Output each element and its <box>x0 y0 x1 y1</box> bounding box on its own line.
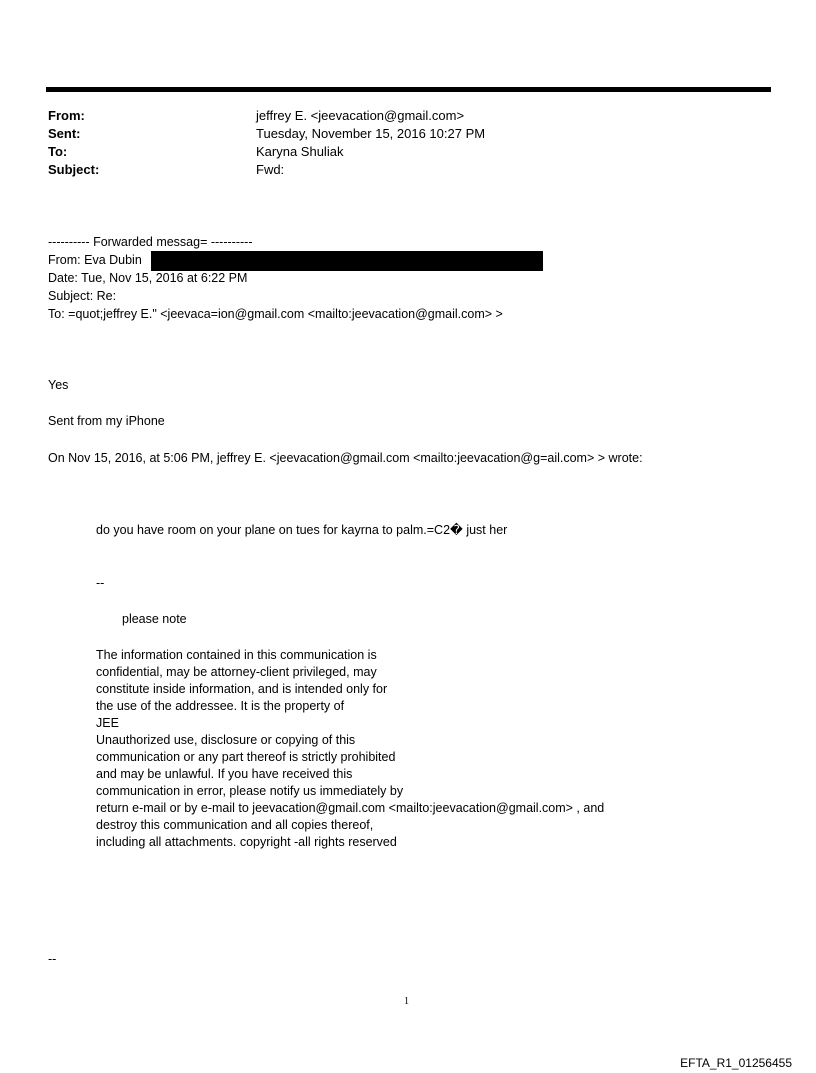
from-value: jeffrey E. <jeevacation@gmail.com> <box>256 108 465 123</box>
subject-label: Subject: <box>48 162 100 177</box>
signature-separator: -- <box>96 576 105 590</box>
forwarded-date: Date: Tue, Nov 15, 2016 at 6:22 PM <box>48 271 248 285</box>
sent-label: Sent: <box>48 126 81 141</box>
quote-intro: On Nov 15, 2016, at 5:06 PM, jeffrey E. <jeevacation@gmail.com <mailto:jeevacation@g=ail.com> > wrote: <box>48 451 643 465</box>
mobile-signature: Sent from my iPhone <box>48 414 165 428</box>
disclaimer-line: destroy this communication and all copies thereof, <box>96 818 374 832</box>
disclaimer-line: The information contained in this communication is <box>96 648 377 662</box>
disclaimer-line: and may be unlawful. If you have received this <box>96 767 353 781</box>
subject-value: Fwd: <box>256 162 285 177</box>
disclaimer-line: Unauthorized use, disclosure or copying of this <box>96 733 356 747</box>
disclaimer-line: constitute inside information, and is intended only for <box>96 682 388 696</box>
from-label: From: <box>48 108 85 123</box>
redaction-bar <box>151 251 543 271</box>
document-id: EFTA_R1_01256455 <box>680 1056 792 1070</box>
please-note: please note <box>122 612 187 626</box>
forwarded-subject: Subject: Re: <box>48 289 117 303</box>
reply-text: Yes <box>48 378 69 392</box>
to-label: To: <box>48 144 68 159</box>
end-separator: -- <box>48 952 57 966</box>
header-rule <box>46 87 771 92</box>
forwarded-divider: ---------- Forwarded messag= ---------- <box>48 235 253 249</box>
quoted-message: do you have room on your plane on tues for kayrna to palm.=C2� just her <box>96 523 508 537</box>
disclaimer-line: the use of the addressee. It is the property of <box>96 699 345 713</box>
forwarded-from: From: Eva Dubin <box>48 253 142 267</box>
to-value: Karyna Shuliak <box>256 144 344 159</box>
disclaimer-line: communication or any part thereof is strictly prohibited <box>96 750 396 764</box>
disclaimer-line: confidential, may be attorney-client privileged, may <box>96 665 377 679</box>
disclaimer-line: JEE <box>96 716 119 730</box>
forwarded-to: To: =quot;jeffrey E." <jeevaca=ion@gmail.com <mailto:jeevacation@gmail.com> > <box>48 307 503 321</box>
sent-value: Tuesday, November 15, 2016 10:27 PM <box>256 126 486 141</box>
disclaimer-line: communication in error, please notify us immediately by <box>96 784 404 798</box>
disclaimer-line: including all attachments. copyright -all rights reserved <box>96 835 397 849</box>
page-number: 1 <box>404 996 409 1007</box>
disclaimer-line: return e-mail or by e-mail to jeevacation@gmail.com <mailto:jeevacation@gmail.com> , and <box>96 801 605 815</box>
